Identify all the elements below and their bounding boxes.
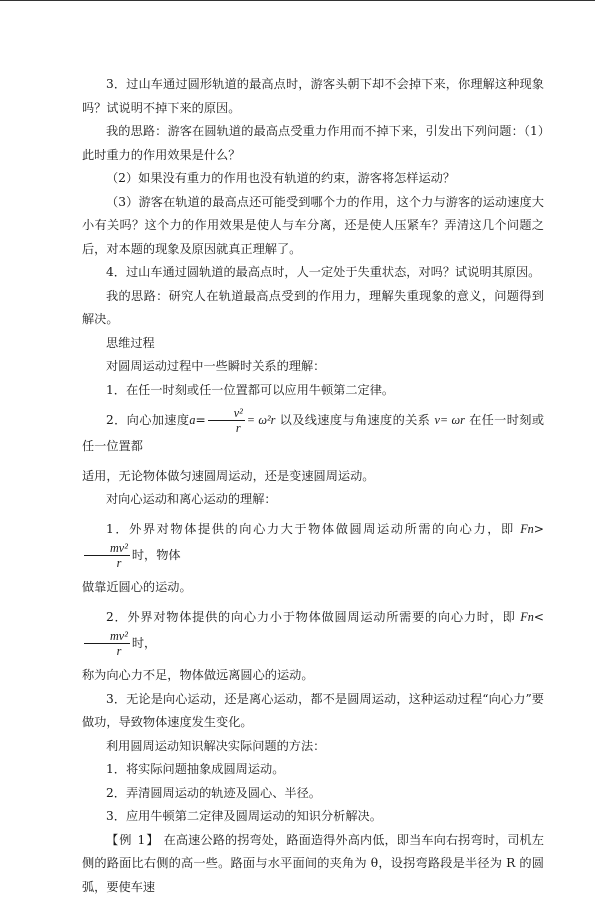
top-border [0, 0, 595, 1]
centripetal-acceleration-fraction: $\frac{\text{v²}}{r}$ [208, 406, 245, 435]
question-4-thinking: 我的思路：研究人在轨道最高点受到的作用力，理解失重现象的意义，问题得到解决。 [82, 285, 544, 332]
method-title: 利用圆周运动知识解决实际问题的方法： [82, 735, 544, 759]
instant-relation-1: 1．在任一时刻或任一位置都可以应用牛顿第二定律。 [82, 379, 544, 403]
centripetal-motion-2: 2．外界对物体提供的向心力小于物体做圆周运动所需要的向心力时，即 Fn< $\frac{\text{mv²}}{r}$ 时， [82, 606, 544, 659]
instant-relation-2-cont: 适用，无论物体做匀速圆周运动，还是变速圆周运动。 [82, 465, 544, 489]
example-1: 【例 1】 在高速公路的拐弯处，路面造得外高内低，即当车向右拐弯时，司机左侧的路面比右侧的高一些。路面与水平面间的夹角为 θ，设拐弯路段是半径为 R 的圆弧，要使车速 [82, 829, 544, 899]
centripetal-motion-heading: 对向心运动和离心运动的理解： [82, 488, 544, 512]
required-force-fraction: $\frac{\text{mv²}}{r}$ [84, 541, 130, 570]
method-step-2: 2．弄清圆周运动的轨迹及圆心、半径。 [82, 782, 544, 806]
question-4: 4．过山车通过圆轨道的最高点时，人一定处于失重状态，对吗？试说明其原因。 [82, 261, 544, 285]
question-3-sub-2: （2）如果没有重力的作用也没有轨道的约束，游客将怎样运动？ [82, 167, 544, 191]
question-3: 3．过山车通过圆形轨道的最高点时，游客头朝下却不会掉下来，你理解这种现象吗？试说明不掉下来的原因。 [82, 73, 544, 120]
method-step-1: 1．将实际问题抽象成圆周运动。 [82, 758, 544, 782]
centripetal-motion-1: 1．外界对物体提供的向心力大于物体做圆周运动所需的向心力，即 Fn> $\frac{\text{mv²}}{r}$ 时，物体 [82, 518, 544, 571]
instant-relations-heading: 对圆周运动过程中一些瞬时关系的理解： [82, 355, 544, 379]
question-3-thinking: 我的思路：游客在圆轨道的最高点受重力作用而不掉下来，引发出下列问题：（1）此时重力的作用效果是什么？ [82, 120, 544, 167]
required-force-fraction-2: $\frac{\text{mv²}}{r}$ [84, 629, 130, 658]
centripetal-motion-1-cont: 做靠近圆心的运动。 [82, 576, 544, 600]
document-body [82, 73, 544, 899]
centripetal-motion-3: 3．无论是向心运动，还是离心运动，都不是圆周运动，这种运动过程“向心力”要做功，导致物体速度发生变化。 [82, 688, 544, 735]
method-step-3: 3．应用牛顿第二定律及圆周运动的知识分析解决。 [82, 805, 544, 829]
thinking-process-title: 思维过程 [82, 332, 544, 356]
example-tag: 【例 1】 [106, 833, 160, 847]
question-3-sub-3: （3）游客在轨道的最高点还可能受到哪个力的作用，这个力与游客的运动速度大小有关吗？这个力的作用效果是使人与车分离，还是使人压紧车？弄清这几个问题之后，对本题的现象及原因就真正理解了。 [82, 191, 544, 262]
centripetal-motion-2-cont: 称为向心力不足，物体做远离圆心的运动。 [82, 664, 544, 688]
instant-relation-2: 2．向心加速度a= $\frac{\text{v²}}{r}$ = ω²r 以及线速度与角速度的关系 v= ωr 在任一时刻或任一位置都 [82, 406, 544, 459]
